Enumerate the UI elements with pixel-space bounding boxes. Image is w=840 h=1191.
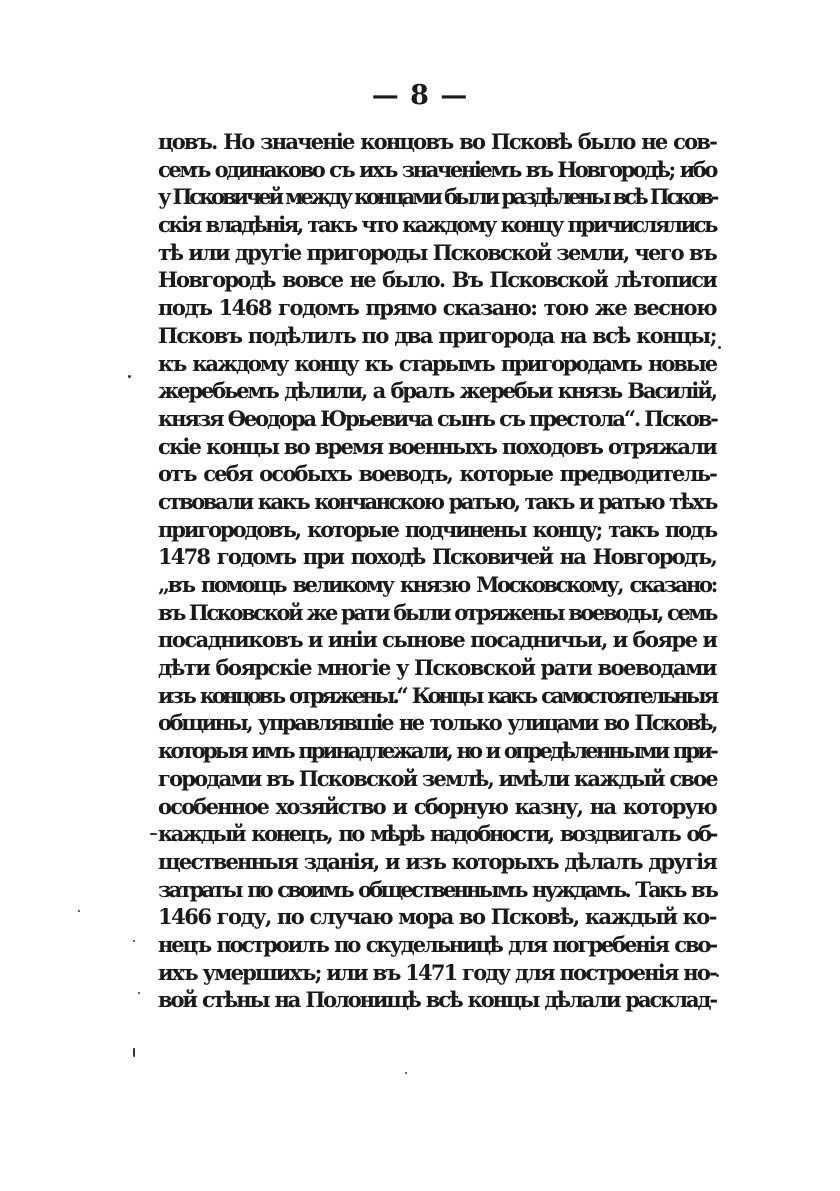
text-line: ихъ умершихъ; или въ 1471 году для построенія но- [158, 959, 716, 985]
scan-speck [133, 940, 135, 942]
text-line: пригородовъ, которые подчинены концу; такъ подъ [158, 516, 716, 542]
scan-speck [718, 346, 721, 349]
text-line: жеребьемъ дѣлили, а бралъ жеребьи князь Василій, [158, 378, 716, 404]
text-line: Псковъ подѣлилъ по два пригорода на всѣ концы; [158, 322, 716, 348]
text-line: тѣ или другіе пригороды Псковской земли, чего въ [158, 239, 716, 265]
text-line: нецъ построилъ по скудельницѣ для погребенія сво- [158, 931, 716, 957]
text-line: которыя имъ принадлежали, но и опредѣленными при- [158, 738, 716, 764]
text-line: скіе концы во время военныхъ походовъ отряжали [158, 433, 716, 459]
text-line: 1478 годомъ при походѣ Псковичей на Новгородъ, [158, 544, 716, 570]
text-line: 1466 году, по случаю мора во Псковѣ, каждый ко- [158, 904, 716, 930]
text-line: особенное хозяйство и сборную казну, на которую [158, 793, 716, 819]
page-number: — 8 — [371, 80, 469, 111]
text-line: городами въ Псковской землѣ, имѣли каждый свое [158, 765, 717, 791]
scan-speck [716, 974, 719, 977]
text-line: въ Псковской же рати были отряжены воеводы, семь [158, 599, 716, 625]
text-line: общины, управлявшіе не только улицами во Псковѣ, [158, 710, 716, 736]
text-line: изъ концовъ отряжены.“ Концы какъ самостоятельныя [158, 682, 716, 708]
text-line: каждый конецъ, по мѣрѣ надобности, воздвигалъ об- [158, 821, 716, 847]
text-line: Новгородѣ вовсе не было. Въ Псковской лѣтописи [158, 267, 716, 293]
text-line: затраты по своимъ общественнымъ нуждамъ. Такъ въ [158, 876, 716, 902]
text-line: отъ себя особыхъ воеводъ, которые предводитель- [158, 461, 716, 487]
text-line: скія владѣнія, такъ что каждому концу причислялись [158, 212, 716, 238]
text-line: щественныя зданія, и изъ которыхъ дѣлалъ другія [158, 848, 716, 874]
scan-speck [150, 833, 157, 835]
text-line: подъ 1468 годомъ прямо сказано: тою же весною [158, 295, 716, 321]
text-line: у Псковичей между концами были раздѣлены всѣ Псков- [158, 184, 717, 210]
text-line: дѣти боярскіе многіе у Псковской рати воеводами [158, 655, 716, 681]
scan-speck [133, 1048, 135, 1057]
text-line: къ каждому концу къ старымъ пригородамъ новые [158, 350, 716, 376]
text-line: цовъ. Но значеніе концовъ во Псковѣ было не сов- [158, 129, 716, 154]
text-line: „въ помощь великому князю Московскому, сказано: [158, 572, 716, 597]
text-line: семъ одинаково съ ихъ значеніемъ въ Новгородѣ; ибо [158, 156, 716, 182]
scan-speck [78, 910, 80, 912]
scan-speck [405, 1072, 407, 1074]
text-line: вой стѣны на Полонищѣ всѣ концы дѣлали расклад- [158, 987, 716, 1013]
scan-speck [128, 375, 131, 378]
body-text [158, 128, 716, 1014]
text-line: посадниковъ и иніи сынове посадничьи, и бояре и [158, 627, 717, 653]
scan-speck [138, 992, 140, 994]
text-line: князя Ѳеодора Юрьевича сынъ съ престола“. Псков- [158, 405, 717, 431]
text-line: ствовали какъ кончанскою ратью, такъ и ратью тѣхъ [158, 488, 716, 514]
